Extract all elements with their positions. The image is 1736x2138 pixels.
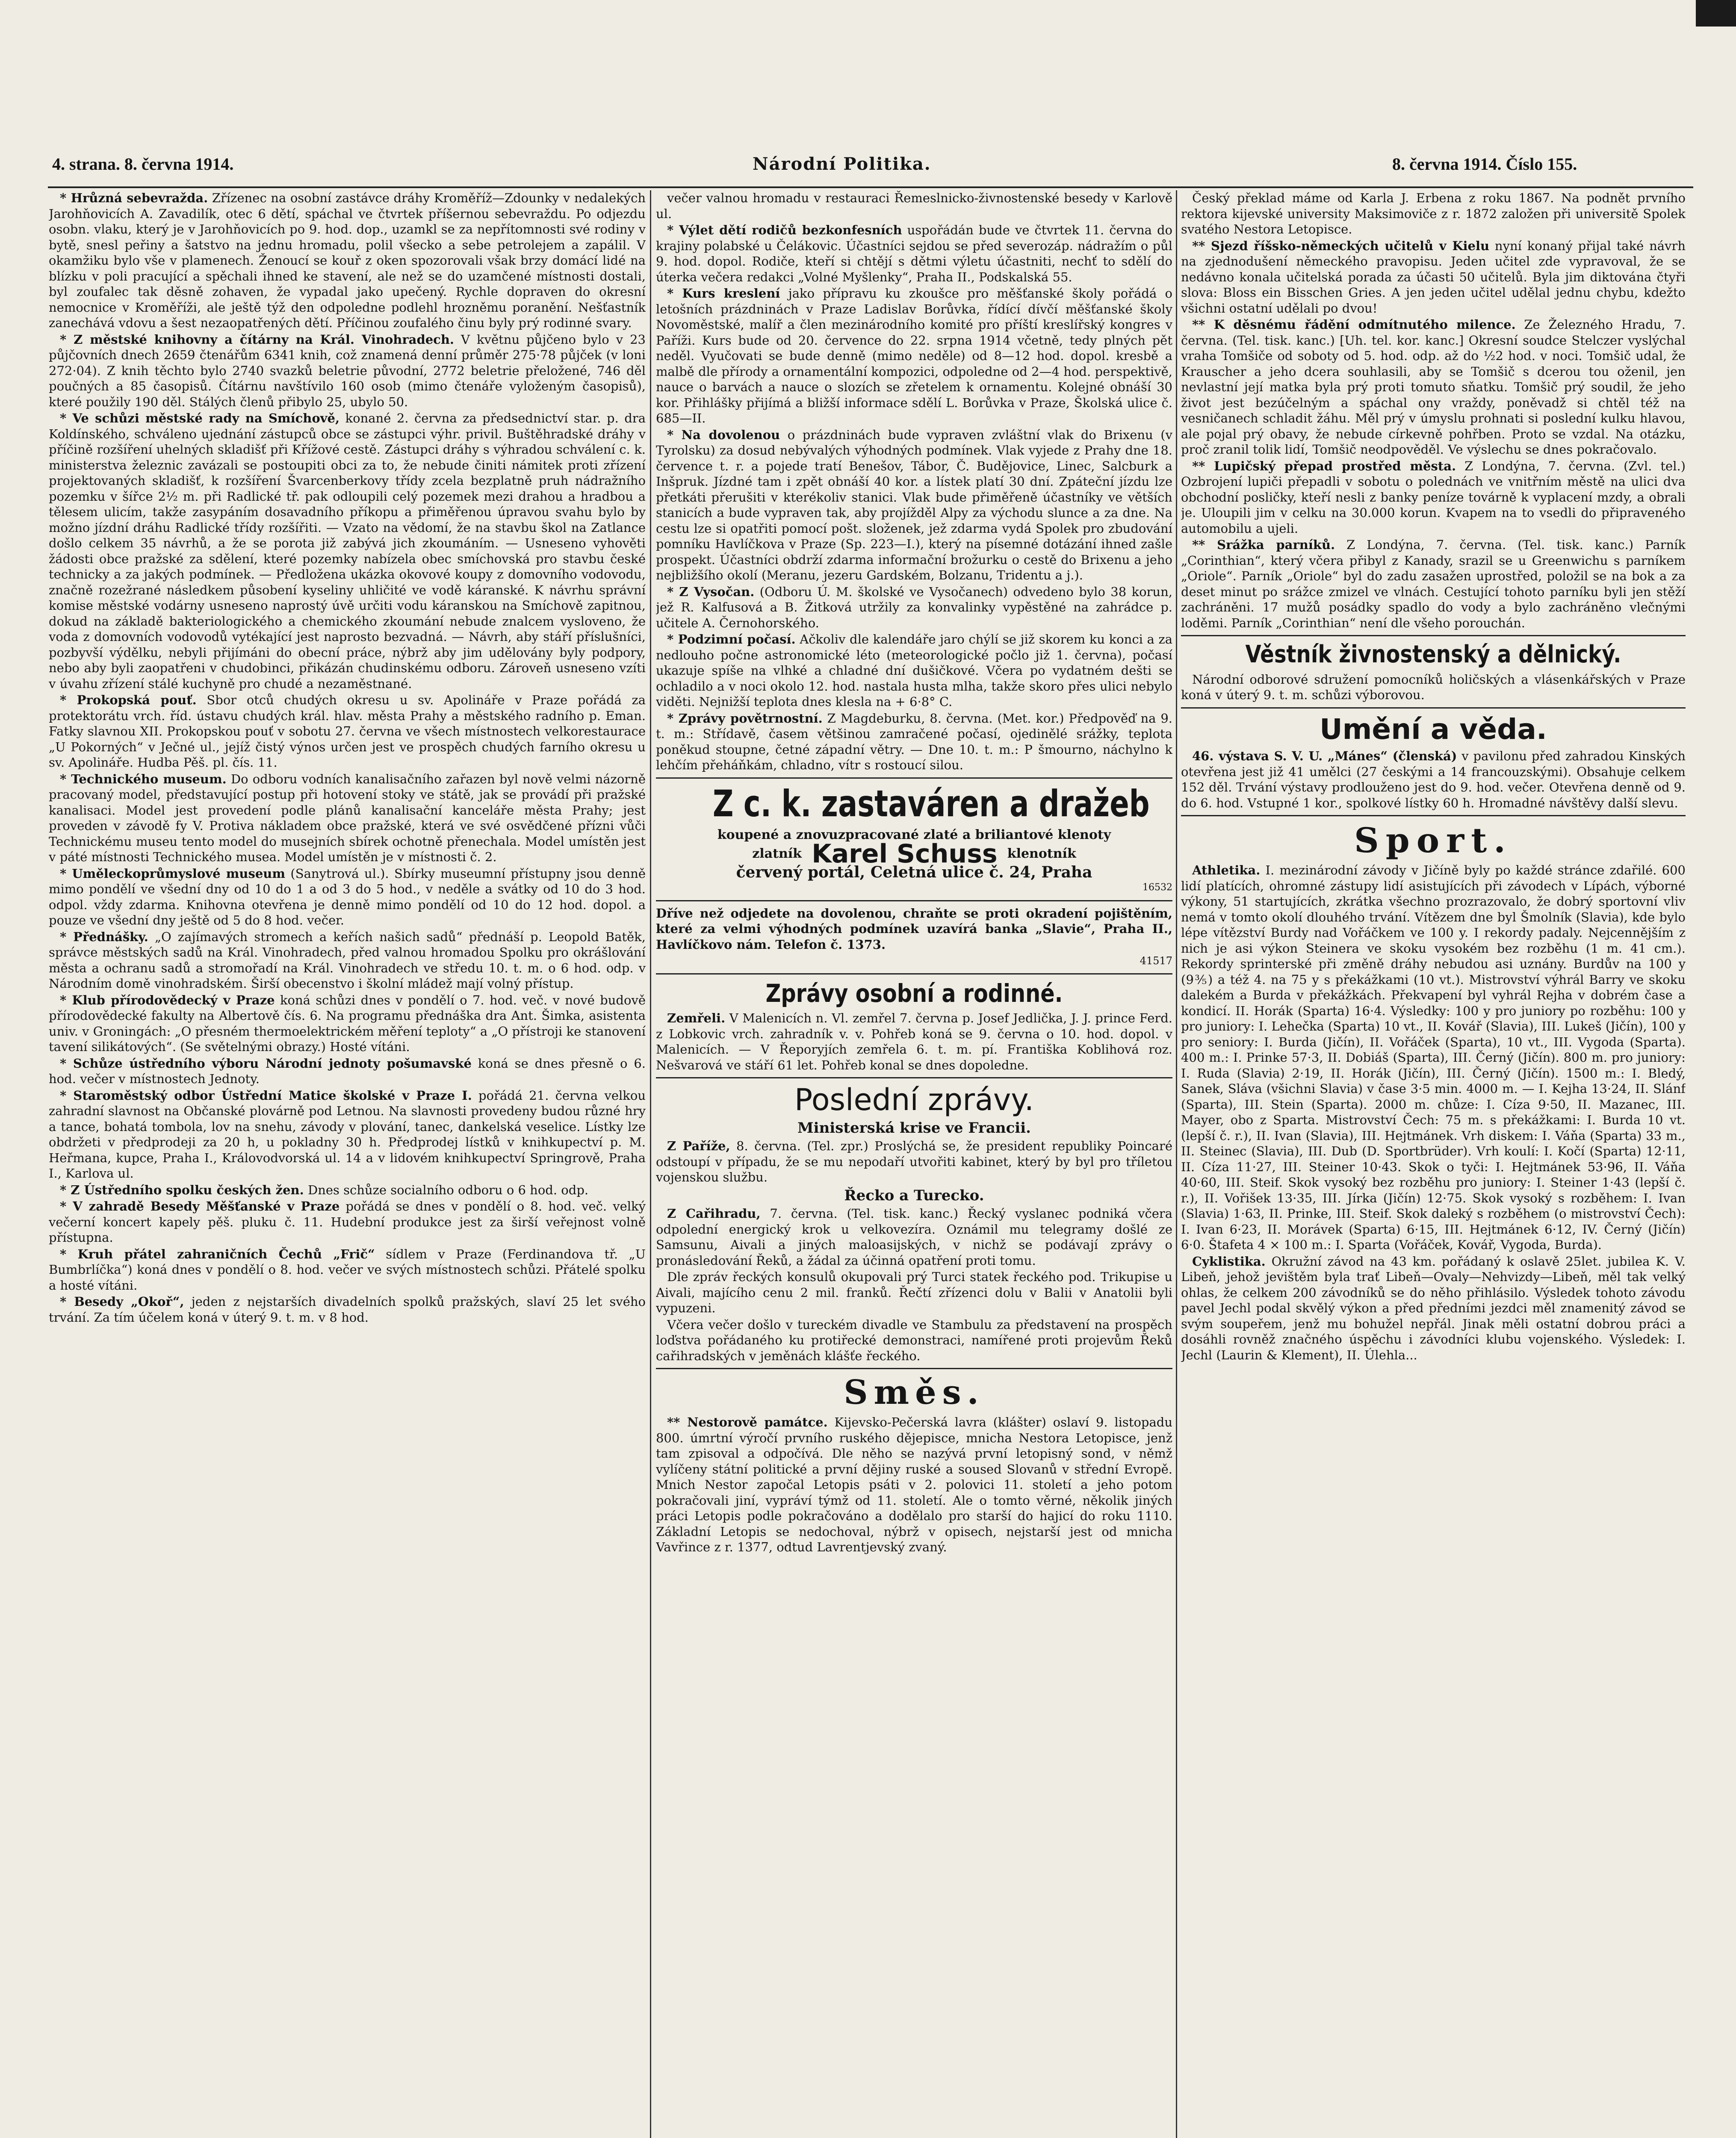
article-title: ** Nestorově památce.: [667, 1415, 828, 1430]
article-title: * Výlet dětí rodičů bezkonfesních: [667, 223, 902, 237]
article-paragraph: [656, 584, 1172, 631]
article-text: V Malenicích n. Vl. zemřel 7. června p. Josef Jedlička, J. J. prince Ferd. z Lobkovic vrch. zahradník v. v. Pohřeb koná se 9. června o 10. hod. dopol. v Malenicích. — V Řeporyjích zemřela 6. t. m. pí. Františka Koblihová roz. Nešvarová ve stáří 61 let. Pohřeb konal se dnes dopoledne.: [656, 1011, 1172, 1072]
trade-articles: [1181, 672, 1686, 703]
ad-address: červený portál, Celetná ulice č. 24, Praha: [736, 863, 1092, 881]
article-text: Okružní závod na 43 km. pořádaný k oslavě 25let. jubilea K. V. Libeň, jehož jevištěm byla trať Libeň—Ovaly—Nehvizdy—Libeň, měl tak velký ohlas, že celkem 200 závodníků se do něho přihlásilo. Výsledek tohoto závodu pavel Jechl podal skvělý výkon a před předními jezdci měl znamenitý závod se svým soupeřem, jenž mu bohužel nepřál. Jinak měli ostatní dobrou práci a dosáhli rovněž značného úspěchu i závodníci klubu vojenského. Výsledek: I. Jechl (Laurin & Klement), II. Úlehla...: [1181, 1254, 1686, 1362]
article-title: * Staroměstský odbor Ústřední Matice školské v Praze I.: [60, 1088, 472, 1103]
article-title: * Prokopská pouť.: [60, 693, 197, 707]
latest-heading: Poslední zprávy.: [794, 1082, 1034, 1118]
article-paragraph: [1181, 748, 1686, 811]
article-paragraph: [656, 1206, 1172, 1268]
article-text: Dle zpráv řeckých konsulů okupovali prý Turci statek řeckého pod. Trikupise u Aivali, majícího cenu 2 mil. franků. Řečtí zřízenci dolu v Balii v Anatolii byli vypuzeni.: [656, 1270, 1172, 1316]
article-title: * Kruh přátel zahraničních Čechů „Frič“: [60, 1246, 375, 1261]
article-text: Z Magdeburku, 8. června. (Met. kor.) Předpověď na 9. t. m.: Střídavě, časem většinou zamračené počasí, ojedinělé srážky, teplota poněkud stoupne, četné západní větry. — Dne 10. t. m.: P šmourno, náchylno k lehčím přeháňkám, chladno, vítr s rostoucí silou.: [656, 711, 1172, 772]
article-text: sídlem v Praze (Ferdinandova tř. „U Bumbrlíčka“) koná dnes v pondělí o 8. hod. večer ve svých místnostech schůzi. Přátelé spolku a hosté vítáni.: [49, 1246, 646, 1293]
article-paragraph: [656, 1415, 1172, 1555]
article-text: koná schůzi dnes v pondělí o 7. hod. več. v nové budově přírodovědecké fakulty na Albertově čís. 6. Na programu přednáška dra Ant. Šimka, asistenta univ. v Groningách: „O přesném thermoelektrickém měření teploty“ a „O přístroji ke stanovení tavení silikátových“. (Se světelnými obrazy.) Hosté vítáni.: [49, 992, 646, 1054]
article-text: (Sanytrová ul.). Sbírky museumní přístupny jsou denně mimo pondělí ve všední dny od 10 do 1 a od 3 do 5 hod., v neděle a svátky od 10 do 3 hod. odpol. vždy zdarma. Knihovna otevřena je denně mimo pondělí od 10 do 12 hod. dopol. a pouze ve všední dny ještě od 5 do 8 hod. večer.: [49, 866, 646, 927]
ad-name-row: [656, 839, 1172, 869]
article-text: jako přípravu ku zkoušce pro měšťanské školy pořádá o letošních prázdninách v Praze Ladislav Borůvka, řídící dívčí měšťanské školy Novoměstské, malíř a člen mezinárodního komité pro příští kreslířský kongres v Paříži. Kurs bude od 20. července do 22. srpna 1914 včetně, tedy plných pět neděl. Vyučovati se bude denně (mimo neděle) od 8—12 hod. dopol. kresbě a malbě dle přírody a ornamentální kompozici, odpoledne od 2—4 hod. perspektivě, nauce o barvách a nauce o slozích se zřetelem k ornamentu. Kolejné obnáší 30 kor. Přihlášky přijímá a bližší informace sdělí L. Borůvka v Praze, Školská ulice č. 685—II.: [656, 286, 1172, 425]
article-title: * Schůze ústředního výboru Národní jednoty pošumavské: [60, 1056, 472, 1071]
column-3: [1181, 190, 1686, 2138]
article-paragraph: [1181, 672, 1686, 703]
article-text: Český překlad máme od Karla J. Erbena z roku 1867. Na podnět prvního rektora kijevské university Maksimoviče z r. 1872 založen při universitě Spolek svatého Nestora Letopisce.: [1181, 191, 1686, 236]
article-paragraph: [656, 427, 1172, 583]
article-title: * Zprávy povětrnostní.: [667, 711, 823, 726]
section-divider: [656, 1368, 1172, 1369]
header-rule: [48, 186, 1693, 188]
article-title: ** Srážka parníků.: [1192, 537, 1335, 552]
article-paragraph: [656, 286, 1172, 426]
section-divider: [1181, 635, 1686, 636]
article-title: Athletika.: [1192, 863, 1261, 878]
article-title: ** Lupičský přepad prostřed města.: [1192, 458, 1456, 473]
article-text: Ze Železného Hradu, 7. června. (Tel. tisk. kanc.) [Uh. tel. kor. kanc.] Okresní soudce Stelczer vyslýchal vraha Tomšiče od soboty od 5. hod. odp. až do ½2 hod. v noci. Tomšič udal, že Krauscher a jeho dcera souhlasili, aby se Tomšič s dcerou tou oženil, jen nevlastní její matka byla prý proti tomuto sňatku. Tomšič prý soudil, že jeho život jest bezúčelným a spáchal ony vraždy, poněvadž si chtěl též na vesničanech schladit žáhu. Měl prý v úmyslu prohnati si poslední kulku hlavou, ale pojal prý obavy, že nebude církevně pohřben. Proto se vzdal. Na otázku, proč zranil tolik lidí, Tomšič neodpověděl. Ve výslechu se dnes pokračovalo.: [1181, 317, 1686, 457]
arts-articles: [1181, 748, 1686, 811]
personal-heading: Zprávy osobní a rodinné.: [765, 978, 1063, 1008]
personal-articles: [656, 1010, 1172, 1073]
article-paragraph: [49, 692, 646, 771]
article-title: Zemřeli.: [667, 1011, 726, 1026]
article-title: * Na dovolenou: [667, 427, 780, 442]
article-paragraph: [656, 190, 1172, 221]
article-text: 8. června. (Tel. zpr.) Proslýchá se, že president republiky Poincaré odstoupí v případu, že se mu nepodaří utvořiti kabinet, který by byl pro tříletou vojenskou službu.: [656, 1139, 1172, 1185]
article-paragraph: [1181, 238, 1686, 316]
column-3-articles: [1181, 190, 1686, 631]
header-left: 4. strana. 8. června 1914.: [52, 154, 234, 174]
article-text: Včera večer došlo v tureckém divadle ve Stambulu za představení na prospěch loďstva pořádaného ku protiřecké demonstraci, namířené proti projevům Řeků cařihradských v jeměnách klášťe řeckého.: [656, 1317, 1172, 1363]
article-text: Kijevsko-Pečerská lavra (klášter) oslaví 9. listopadu 800. úmrtní výročí prvního ruského dějepisce, mnicha Nestora Letopisce, jenž tam zpisoval a odpočívá. Dle něho se nazývá první letopisný sond, v němž vylíčeny státní politické a první dějiny ruské a soused Slovanů v střední Evropě. Mnich Nestor započal Letopis psáti v 2. polovici 11. století a jeho potom pokračovali jiní, vypráví týmž od 11. století. Ale o tomto věrné, několik jiných práci Letopis podle pokračováno a dodělalo pro starší do hajicí do roku 1110. Základní Letopis se nedochoval, nýbrž v opisech, nejstarší jest od mnicha Vavřince z r. 1377, odtud Lavrentjevský zvaný.: [656, 1415, 1172, 1555]
ad-phone-id: 16532: [1143, 882, 1172, 893]
article-paragraph: [49, 771, 646, 865]
article-text: 7. června. (Tel. tisk. kanc.) Řecký vyslanec podniká včera odpolední energický krok u velkovezíra. Oznámil mu telegramy došlé ze Samsunu, Aivali a jiných maloasijských, v nichž se podávají zprávy o pronásledování Řeků, a žádal za účinná opatření proti tomu.: [656, 1206, 1172, 1268]
article-title: 46. výstava S. V. U. „Mánes“ (členská): [1192, 749, 1457, 764]
article-paragraph: [656, 1269, 1172, 1316]
article-title: * Podzimní počasí.: [667, 632, 796, 647]
article-title: * Z městské knihovny a čítárny na Král. Vinohradech.: [60, 332, 455, 347]
article-title: * Z Vysočan.: [667, 584, 755, 599]
misc-articles: [656, 1415, 1172, 1555]
sport-articles: [1181, 862, 1686, 1363]
article-paragraph: [49, 410, 646, 691]
article-paragraph: [49, 992, 646, 1055]
arts-heading: Umění a věda.: [1320, 712, 1547, 746]
article-paragraph: [49, 190, 646, 331]
ad-line1: koupené a znovuzpracované zlaté a briliantové klenoty: [717, 827, 1111, 842]
article-title: * Přednášky.: [60, 929, 148, 944]
article-text: večer valnou hromadu v restauraci Řemeslnicko-živnostenské besedy v Karlově ul.: [656, 191, 1172, 221]
bank-notice: Dříve než odjedete na dovolenou, chraňte se proti okradení pojištěním, které za velmi výhodných podmínek uzavírá banka „Slavie“, Praha II., Havlíčkovo nám. Telefon č. 1373.: [656, 906, 1172, 952]
latest-sub1: Ministerská krise ve Francii.: [797, 1119, 1031, 1137]
article-text: nyní konaný přijal také návrh na zjednodušení německého pravopisu. Jeden učitel zde vypravoval, že se nedávno konala učitelská porada za účasti 50 učitelů. Byla jim diktována čtyři slova: Bloss ein Bisschen Gries. A jen jeden učitel udělal jednu chybu, kdežto všichni ostatní udělali po dvou!: [1181, 238, 1686, 316]
section-divider: [656, 973, 1172, 975]
article-paragraph: [49, 1294, 646, 1325]
sport-heading: Sport.: [1354, 820, 1513, 861]
article-text: Sbor otců chudých okresu u sv. Apolináře v Praze pořádá za protektorátu vrch. říd. ústavu chudých král. hlav. města Prahy a městského radního p. Eman. Fatky slavnou XII. Prokopskou pouť v sobotu 27. června ve všech místnostech velkorestaurace „U Pokorných“ v Ječné ul., jejíž čistý výnos určen jest ve prospěch chudých farního okresu u sv. Apolináře. Hudba Pěš. pl. čís. 11.: [49, 693, 646, 770]
article-paragraph: [1181, 1254, 1686, 1363]
article-title: * Ve schůzi městské rady na Smíchově,: [60, 411, 340, 425]
article-text: pořádá se dnes v pondělí o 8. hod. več. velký večerní koncert kapely pěš. pluku č. 11. Hudební produkce jest za širší veřejnost volně přístupna.: [49, 1199, 646, 1245]
article-paragraph: [656, 222, 1172, 285]
article-paragraph: [49, 929, 646, 992]
section-divider: [656, 900, 1172, 901]
article-text: uspořádán bude ve čtvrtek 11. června do krajiny polabské u Čelákovic. Účastníci sejdou se před severozáp. nádražím o půl 9. hod. dopol. Rodiče, kteří si chtějí s dětmi výletu účastniti, nechť to sdělí do úterka večera redakci „Volné Myšlenky“, Praha II., Podskalská 55.: [656, 223, 1172, 284]
article-text: koná se dnes přesně o 6. hod. večer v místnostech Jednoty.: [49, 1056, 646, 1086]
section-divider: [656, 777, 1172, 779]
article-paragraph: [49, 1088, 646, 1181]
article-text: Do odboru vodních kanalisačního zařazen byl nově velmi názorně pracovaný model, představující postup při hotovení stoky ve státě, jak se provádí při pražské kanalisaci. Model jest provedení podle plánů kanalisační kanceláře města Prahy; jest proveden v závodě fy V. Protiva nákladem obce pražské, která ve své osvědčené přízni vůči Technickému museu tento model do musejních sbírek ochotně přenechala. Model umístěn jest v páté místnosti Technického musea. Model umístěn je v místnosti č. 2.: [49, 771, 646, 864]
scan-corner-mark: [1696, 0, 1736, 27]
article-paragraph: [49, 332, 646, 410]
article-text: Dnes schůze socialního odboru o 6 hod. odp.: [307, 1182, 589, 1197]
article-text: (Odboru Ú. M. školské ve Vysočanech) odvedeno bylo 38 korun, jež R. Kalfusová a B. Žitková utržily za konvalinky vypěstěné na zahrádce p. učitele A. Černohorského.: [656, 584, 1172, 630]
article-title: * Kurs kreslení: [667, 286, 780, 301]
misc-heading: Směs.: [844, 1373, 985, 1412]
article-paragraph: [49, 1246, 646, 1293]
article-paragraph: [1181, 862, 1686, 1253]
column-2: [656, 190, 1172, 2138]
article-title: * Besedy „Okoř“,: [60, 1294, 184, 1309]
column-rule-2: [1176, 190, 1177, 2138]
article-paragraph: [49, 1056, 646, 1087]
latest-articles-2: [656, 1206, 1172, 1364]
trade-heading: Věstník živnostenský a dělnický.: [1245, 641, 1621, 668]
article-text: o prázdninách bude vypraven zvláštní vlak do Brixenu (v Tyrolsku) za dosud nebývalých výhodných podmínek. Vlak vyjede z Prahy dne 18. července t. r. a pojede tratí Benešov, Tábor, Č. Budějovice, Linec, Salcburk a Inšpruk. Jízdné tam i zpět obnáší 40 kor. a lístek platí 30 dní. Zpáteční jízdu lze přetkáti přerušiti v kterékoliv stanici. Vlak bude přiměřeně účastníky ve větších stanicích a bude vypraven tak, aby projížděl Alpy za východu slunce a za dne. Na cestu lze si opatřiti pomocí pošt. složenek, jež zdarma vydá Spolek pro zbudování pomníku Havlíčkova v Praze (Sp. 223—I.), který na písemné dotázání ihned zašle prospekt. Účastníci obdrží zdarma informační brožurku o cestě do Brixenu a jeho nejbližšího okolí (Meranu, jezeru Gardském, Bolzanu, Tridentu a j.).: [656, 427, 1172, 582]
article-text: I. mezinárodní závody v Jičíně byly po každé stránce zdařilé. 600 lidí platících, ohromné zástupy lidí asistujících při závodech v Lípách, výborné výkony, 51 startujících, zkrátka všechno prozrazovalo, že dobrý sportovní vliv nemá v tomto okolí dlouhého trvání. Vítězem dne byl Šmolník (Slavia), kde bylo lépe vítězství Burdy nad Vořáčkem ve 100 y. I rekordy padaly. Nejcennějším z nich je asi výkon Steinera ve skoku vysokém bez rozběhu (1 m. 41 cm.). Rekordy sprinterské při změně dráhy nebudou asi uznány. Burdův na 100 y (9⅗) a též 4. na 75 y s překážkami (10 vt.). Mistrovství výhrál Barry ve skoku dalekém a Burda v překážkách. Překvapení byl vyhrál Rejha v dobrém čase a kondicí. II. Horák (Sparta) 16·4. Výsledky: 100 y pro juniory po rozběhu: 100 y pro juniory: I. Lehečka (Sparta) 10 vt., II. Kovář (Slavia), III. Lukeš (Jičín), 100 y pro seniory: I. Burda (Jičín), II. Vořáček (Sparta), 10 vt., III. Vygoda (Sparta). 400 m.: I. Prinke 57·3, II. Dobiáš (Sparta), III. Černý (Jičín). 800 m. pro juniory: I. Ruda (Slavia) 2·19, II. Horák (Jičín), III. Černý (Jičín). 1500 m.: I. Bledý, Sanek, Sláva (všichni Slavia) v čase 3·5 min. 4000 m. — I. Kejha 13·24, II. Slánf (Sparta), III. Stein (Sparta). 2000 m. chůze: I. Cíza 9·50, II. Mazanec, III. Mayer, obo z Sparta. Mistrovství Čech: 75 m. s překážkami: I. Burda 10 vt. (lepší č. r.), II. Ivan (Slavia), III. Hejtmánek. Vrh diskem: I. Váňa (Sparta) 33 m., II. Steinec (Slavia), III. Dub (D. Sportbrüder). Vrh koulí: I. Kočí (Sparta) 12·11, II. Cíza 11·27, III. Steiner 10·43. Skok o tyči: I. Hejtmánek 53·96, II. Váňa 40·60, III. Steif. Skok vysoký bez rozběhu pro juniory: I. Steiner 1·43 (lepší č. r.), II. Vořišek 13·35, III. Jírka (Jičín) 12·75. Skok vysoký s rozběhem: I. Ivan (Slavia) 1·63, II. Prinke, III. Steif. Skok daleký s rozběhem (o mistrovství Čech): I. Ivan 6·23, II. Morávek (Sparta) 6·15, III. Hejtmánek 6·12, IV. Černý (Jičín) 6·0. Štafeta 4 × 100 m.: I. Sparta (Vořáček, Kovář, Vygoda, Burda).: [1181, 863, 1686, 1252]
latest-sub2: Řecko a Turecko.: [844, 1187, 984, 1204]
header-masthead: Národní Politika.: [753, 154, 931, 174]
article-paragraph: [656, 711, 1172, 773]
column-1-articles: [49, 190, 646, 1325]
article-text: „O zajímavých stromech a keřích našich sadů“ přednáší p. Leopold Batěk, správce městských sadů na Král. Vinohradech, před valnou hromadou Spolku pro okrášlování města a ochranu sadů a stromořadí na Král. Vinohradech ve středu 10. t. m. o 6 hod. odp. v Národním domě vinohradském. Širší obecenstvo i školní mládež mají volný přístup.: [49, 929, 646, 991]
header-right: 8. června 1914. Číslo 155.: [1392, 154, 1577, 174]
article-text: Národní odborové sdružení pomocníků holičských a vlásenkářských v Praze koná v úterý 9. t. m. schůzi výborovou.: [1181, 672, 1686, 703]
article-paragraph: [656, 1317, 1172, 1364]
ad-name: Karel Schuss: [812, 839, 998, 869]
article-text: Ačkoliv dle kalendáře jaro chýlí se již skorem ku konci a za nedlouho počne astronomické léto (meteorologické počlo již 1. června), počasí ukazuje spíše na vlhké a chladné dní dušičkové. Včera po vydatném dešti se ochladilo a v noci okolo 12. hod. nastala husta mlha, takže skoro přes ulici nebylo viděti. Nejnižší teplota dnes klesla na + 6·8° C.: [656, 632, 1172, 709]
article-title: ** Sjezd říšsko-německých učitelů v Kielu: [1192, 238, 1490, 253]
column-2-articles: [656, 190, 1172, 773]
section-divider: [1181, 815, 1686, 816]
article-paragraph: [1181, 317, 1686, 458]
article-title: Cyklistika.: [1192, 1254, 1266, 1269]
article-title: * Klub přírodovědecký v Praze: [60, 992, 275, 1007]
article-paragraph: [1181, 458, 1686, 537]
article-title: * Uměleckoprůmyslové museum: [60, 866, 286, 881]
article-title: * Z Ústředního spolku českých žen.: [60, 1182, 304, 1197]
section-divider: [1181, 707, 1686, 709]
article-paragraph: [656, 1138, 1172, 1185]
bank-notice-id: 41517: [1140, 955, 1172, 967]
article-text: Zřízenec na osobní zastávce dráhy Kroměříž—Zdounky v nedalekých Jarohňovicích A. Zavadilík, otec 6 dětí, spáchal ve čtvrtek příšernou sebevraždu. Po odjezdu osobn. vlaku, který je v Jarohňovicích po 9. hod. dop., uzamkl se za nepřítomnosti své rodiny v bytě, snesl peřiny a šatstvo na jednu hromadu, polil všecko a sebe petrolejem a zapálil. V okamžiku bylo vše v plamenech. Ženoucí se kouř z oken spozorovali však brzy domácí lidé na blízku v poli pracující a spěchali ihned ke stavení, ale než se do uzamčené místnosti dostali, byl zoufalec tak děsně zohaven, že vypadal jako upečený. Rychle dopraven do okresní nemocnice v Kroměříži, ale ještě týž den odpoledne podlehl hrozněmu poranění. Nešťastník zanechává vdovu a šest nezaopatřených dětí. Příčinou zoufalého činu byly prý rodinné svary.: [49, 191, 646, 330]
column-rule-1: [650, 190, 651, 2138]
article-text: jeden z nejstarších divadelních spolků pražských, slaví 25 let svého trvání. Za tím účelem koná v úterý 9. t. m. v 8 hod.: [49, 1294, 646, 1325]
ad-headline: Z c. k. zastaváren a dražeb: [712, 782, 1150, 825]
column-1: [49, 190, 646, 2138]
article-text: Z Londýna, 7. června. (Zvl. tel.) Ozbrojení lupiči přepadli v sobotu o polednách ve vnitřním městě na ulici dva obchodní posličky, kteří nesli z banky peníze továrně k vyplacení mzdy, a obrali je. Uloupili jim v celku na 30.000 korun. Kvapem na to vsedli do připraveného automobilu a ujeli.: [1181, 458, 1686, 536]
article-text: v pavilonu před zahradou Kinských otevřena jest již 41 umělci (27 českými a 14 francouzskými). Obsahuje celkem 152 děl. Trvání výstavy prodlouženo jest do 9. hod. večer. Otevřena denně od 9. do 6. hod. Vstupné 1 kor., spolkové lístky 60 h. Hromadné návštěvy další slevu.: [1181, 749, 1686, 810]
article-title: * Technického museum.: [60, 771, 227, 786]
jeweler-advertisement: [656, 782, 1172, 896]
article-title: * Hrůzná sebevražda.: [60, 191, 208, 205]
article-paragraph: [1181, 537, 1686, 631]
article-text: Z Londýna, 7. června. (Tel. tisk. kanc.) Parník „Corinthian“, který včera přibyl z Kanady, srazil se u Greenwichu s parníkem „Oriole“. Parník „Oriole“ byl do zadu zasažen uprostřed, položil se na bok a za deset minut po srážce zmizel ve vlnách. Cestující tohoto parníku byli jen stěží zachráněni. 17 mužů posádky spadlo do vody a bylo zachráněno vlečnými loděmi. Parník „Corinthian“ není dle všeho porouchán.: [1181, 537, 1686, 630]
article-paragraph: [656, 1010, 1172, 1073]
article-paragraph: [656, 632, 1172, 710]
article-text: V květnu půjčeno bylo v 23 půjčovních dnech 2659 čtenářům 6341 knih, což znamená denní průměr 275·78 půjček (v loni 272·04). Z knih těchto bylo 2740 svazků beletrie původní, 2772 beletrie přeložené, 746 děl poučných a 85 časopisů. Čítárnu navštívilo 160 osob (mimo čtenáře vyloženým časopisů), které použily 190 děl. Stálých členů přibylo 25, ubylo 50.: [49, 332, 646, 409]
article-text: pořádá 21. června velkou zahradní slavnost na Občanské plovárně pod Letnou. Na slavnosti provedeny budou různé hry a tance, bohatá tombola, lov na snehu, závody v plování, tanec, dankelská veselice. Lístky lze obdržeti v předprodeji za 20 h, u pokladny 30 h. Předprodej lístků v knihkupectví p. M. Heřmana, kupce, Praha I., Královodvorská ul. 14 a v lidovém knihkupectví Springrově, Praha I., Karlova ul.: [49, 1088, 646, 1181]
ad-post: klenotník: [1007, 846, 1076, 862]
article-title: ** K děsnému řádění odmítnutého milence.: [1192, 317, 1516, 332]
article-paragraph: [1181, 190, 1686, 237]
article-text: konané 2. června za předsednictví star. p. dra Koldínského, schváleno ujednání zástupců obce se zástupci výhr. privil. Buštěhradské dráhy v příčině rozšíření uhelných skladišť při Křížové cestě. Zástupci dráhy s výhradou schválení c. k. ministerstva železnic zavázali se postoupiti obci za to, že nebude činiti námitek proti zřízení projektovaných skladišť, k rozšíření Švarcenberkovy třídy zcela bezplatně pruh nádražního pozemku v šířce 2½ m. při Radlické tř. pak odloupili celý pozemek mezi drahou a hradbou a tělesem ulicím, takže zasypáním dosavadního příkopu a přiměřenou úpravou svahu bylo by možno jízdní dráhu Radlické třídy rozšířiti. — Vzato na vědomí, že na stavbu škol na Zatlance došlo celkem 35 návrhů, a že se porota již zabývá jich zkoumáním. — Usneseno vyhověti žádosti obce pražské za sdělení, které pozemky nabízela obec smíchovská pro stavbu české technicky a za jakých podmínek. — Předložena ukázka okovové koupy z domovního vodovodu, značně rozežrané následkem působení kyseliny uhličité ve vodě káranské. K návrhu správní komise městské vodárny usneseno naprostý úvě určiti vodu káranskou na Smíchově zapitnou, dokud na základě bakteriologického a chemického zkoumání nebude znalcem vysloveno, že voda z domovních vodovodů vytékající jest naprosto bezvadná. — Návrh, aby stáří příslušníci, pozbyvší výdělku, nebyli přijímáni do obecní práce, nýbrž aby jim udělovány byly podpory, nebo aby byli zaopatřeni v chudobinci, přikázán chudinskému odboru. Zároveň usneseno vzíti v úvahu zřízení stálé kuchyně pro chudé a nezaměstnané.: [49, 411, 646, 691]
ad-pre: zlatník: [752, 846, 802, 862]
article-paragraph: [49, 866, 646, 928]
article-title: Z Cařihradu,: [667, 1206, 761, 1221]
section-divider: [656, 1077, 1172, 1078]
article-title: Z Paříže,: [667, 1139, 730, 1154]
article-paragraph: [49, 1182, 646, 1198]
latest-articles-1: [656, 1138, 1172, 1185]
article-title: * V zahradě Besedy Měšťanské v Praze: [60, 1199, 340, 1214]
article-paragraph: [49, 1199, 646, 1246]
